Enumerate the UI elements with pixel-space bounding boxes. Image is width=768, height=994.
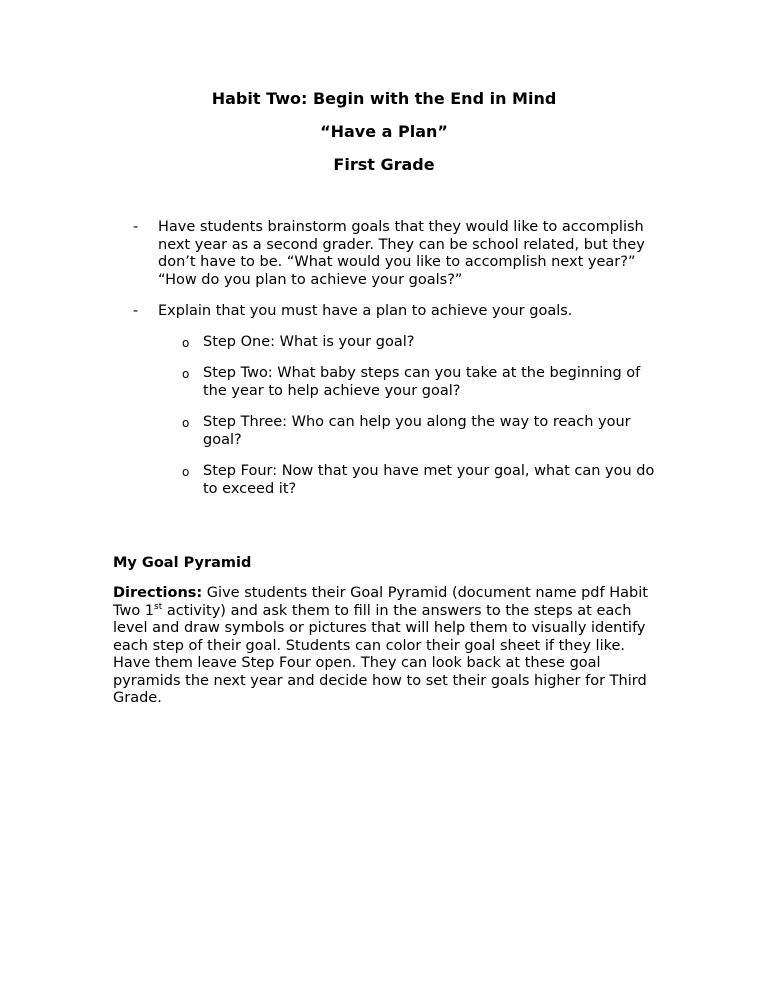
- circle-bullet: o: [182, 367, 190, 381]
- list-item: [133, 303, 663, 498]
- steps-list: [158, 334, 663, 499]
- grade-label: First Grade: [333, 155, 435, 174]
- section-heading: My Goal Pyramid: [113, 555, 252, 571]
- circle-bullet: o: [182, 465, 190, 479]
- title-block: [0, 89, 768, 188]
- directions-label: Directions:: [113, 585, 203, 601]
- step-text: Step Three: Who can help you along the way to reach your goal?: [203, 414, 631, 448]
- instruction-list: [133, 219, 663, 512]
- directions-paragraph: [113, 585, 658, 708]
- step-text: Step Two: What baby steps can you take at the beginning of the year to help achieve your goal?: [203, 365, 641, 399]
- page-title: Habit Two: Begin with the End in Mind: [211, 89, 557, 108]
- circle-bullet: o: [182, 416, 190, 430]
- ordinal-superscript: st: [154, 601, 163, 612]
- step-item: [158, 463, 658, 498]
- dash-bullet: -: [133, 303, 139, 319]
- step-item: [158, 334, 658, 352]
- step-text: Step Four: Now that you have met your goal, what can you do to exceed it?: [203, 463, 655, 497]
- directions-text-part2: activity) and ask them to fill in the answers to the steps at each level and draw symbols or pictures that will help them to visually identify each step of their goal. Students can color their goal sheet if they like. Have them leave Step Four open. They can look back at these goal pyramids the next year and decide how to set their goals higher for Third Grade.: [113, 602, 647, 706]
- page-subtitle: “Have a Plan”: [320, 122, 448, 141]
- step-text: Step One: What is your goal?: [203, 333, 415, 350]
- list-item-text: Explain that you must have a plan to achieve your goals.: [158, 303, 573, 319]
- dash-bullet: -: [133, 219, 139, 235]
- list-item: [133, 219, 663, 289]
- step-item: [158, 414, 658, 449]
- step-item: [158, 365, 658, 400]
- circle-bullet: o: [182, 335, 190, 350]
- directions-text-part1: Give students their Goal Pyramid (document name pdf Habit Two 1: [113, 585, 648, 619]
- list-item-text: Have students brainstorm goals that they would like to accomplish next year as a second grader. They can be school related, but they don’t have to be. “What would you like to accomplish next year?” “How do you plan to achieve your goals?”: [158, 219, 645, 288]
